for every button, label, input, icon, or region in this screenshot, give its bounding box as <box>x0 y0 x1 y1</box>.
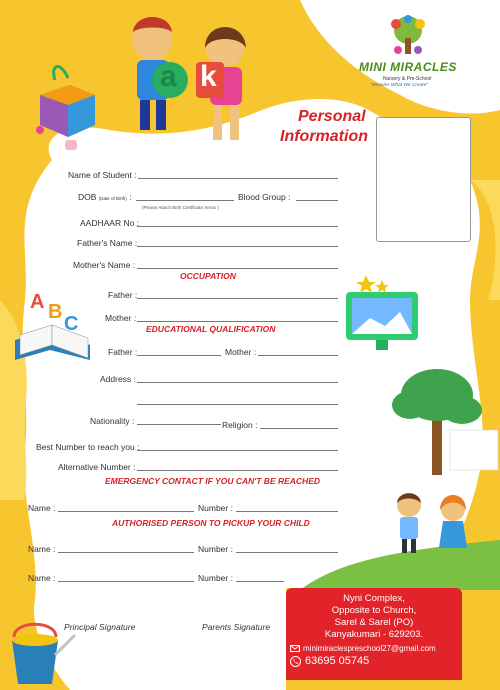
abc-letter-b: B <box>48 301 63 323</box>
name-of-student-field[interactable] <box>138 178 338 179</box>
education-father-label: Father : <box>108 347 138 357</box>
phone-icon <box>290 656 301 667</box>
education-father-field[interactable] <box>137 355 221 356</box>
pickup-name-field-2[interactable] <box>58 581 194 582</box>
logo-tagline: "Miracles What We Create" <box>370 83 428 88</box>
best-number-field[interactable] <box>137 450 338 451</box>
dob-label-text: DOB <box>78 192 97 202</box>
alternative-number-label: Alternative Number : <box>58 462 136 472</box>
fathers-name-field[interactable] <box>137 246 338 247</box>
name-of-student-label: Name of Student : <box>68 170 137 180</box>
address-line4: Kanyakumari - 629203. <box>324 629 424 640</box>
pickup-number-field-1[interactable] <box>236 552 338 553</box>
block-letter-k: k <box>200 60 217 93</box>
education-mother-label: Mother : <box>225 347 257 357</box>
email-text[interactable]: minimiraclespreschool27@gmail.com <box>303 644 436 653</box>
pickup-name-label-2: Name : <box>28 573 56 583</box>
dob-label <box>78 192 132 204</box>
emergency-number-field[interactable] <box>236 511 338 512</box>
emergency-name-label: Name : <box>28 503 56 513</box>
emergency-name-field[interactable] <box>58 511 194 512</box>
title-personal: Personal <box>298 108 366 125</box>
aadhaar-field[interactable] <box>137 226 338 227</box>
fathers-name-label: Father's Name : <box>77 238 138 248</box>
mothers-name-field[interactable] <box>137 268 338 269</box>
address-field-line1[interactable] <box>137 382 338 383</box>
address-line2: Opposite to Church, <box>331 605 417 616</box>
dob-note: (Please Attach Birth Certificate Xerox ) <box>142 205 219 210</box>
blood-group-label: Blood Group : <box>238 192 291 202</box>
pickup-name-field-1[interactable] <box>58 552 194 553</box>
dob-colon: : <box>129 192 132 202</box>
alternative-number-field[interactable] <box>137 470 338 471</box>
abc-letter-c: C <box>64 313 79 335</box>
photo-box[interactable] <box>376 117 471 242</box>
principal-signature: Principal Signature <box>64 622 136 632</box>
religion-label: Religion : <box>222 420 258 430</box>
dob-label-small: (Date of Birth) <box>98 196 127 201</box>
pickup-number-field-2[interactable] <box>236 581 284 582</box>
pickup-number-label-1: Number : <box>198 544 233 554</box>
email-row <box>286 644 462 653</box>
address-label: Address : <box>100 374 136 384</box>
parents-signature: Parents Signature <box>202 622 271 632</box>
educational-heading: EDUCATIONAL QUALIFICATION <box>146 324 276 334</box>
address-line3: Sarel & Sarel (PO) <box>334 617 414 628</box>
blood-group-field[interactable] <box>296 200 338 201</box>
emergency-heading: EMERGENCY CONTACT IF YOU CAN'T BE REACHED <box>105 476 321 486</box>
address-box <box>286 588 462 680</box>
block-letter-a: a <box>160 60 177 93</box>
occupation-father-label: Father : <box>108 290 138 300</box>
phone-row <box>286 655 462 667</box>
logo-tree-icon <box>384 14 432 58</box>
religion-field[interactable] <box>260 428 338 429</box>
abc-letter-a: A <box>30 291 45 313</box>
pickup-number-label-2: Number : <box>198 573 233 583</box>
emergency-number-label: Number : <box>198 503 233 513</box>
authorised-heading: AUTHORISED PERSON TO PICKUP YOUR CHILD <box>112 518 310 528</box>
dob-field[interactable] <box>136 200 234 201</box>
mail-icon <box>290 645 300 652</box>
logo-subtitle: Nursery & Pre-School <box>383 76 432 82</box>
mothers-name-label: Mother's Name : <box>73 260 136 270</box>
occupation-mother-field[interactable] <box>137 321 338 322</box>
nationality-field[interactable] <box>137 424 221 425</box>
address-line1: Nyni Complex, <box>343 593 405 604</box>
occupation-mother-label: Mother : <box>105 313 137 323</box>
nationality-label: Nationality : <box>90 416 135 426</box>
education-mother-field[interactable] <box>258 355 338 356</box>
logo-name: MINI MIRACLES <box>359 60 457 74</box>
aadhaar-label: AADHAAR No : <box>80 218 140 228</box>
occupation-father-field[interactable] <box>137 298 338 299</box>
best-number-label: Best Number to reach you : <box>36 442 140 452</box>
pickup-name-label-1: Name : <box>28 544 56 554</box>
address-field-line2[interactable] <box>137 404 338 405</box>
phone-text[interactable]: 63695 05745 <box>305 655 370 667</box>
title-information: Information <box>280 128 368 145</box>
occupation-heading: OCCUPATION <box>180 271 236 281</box>
